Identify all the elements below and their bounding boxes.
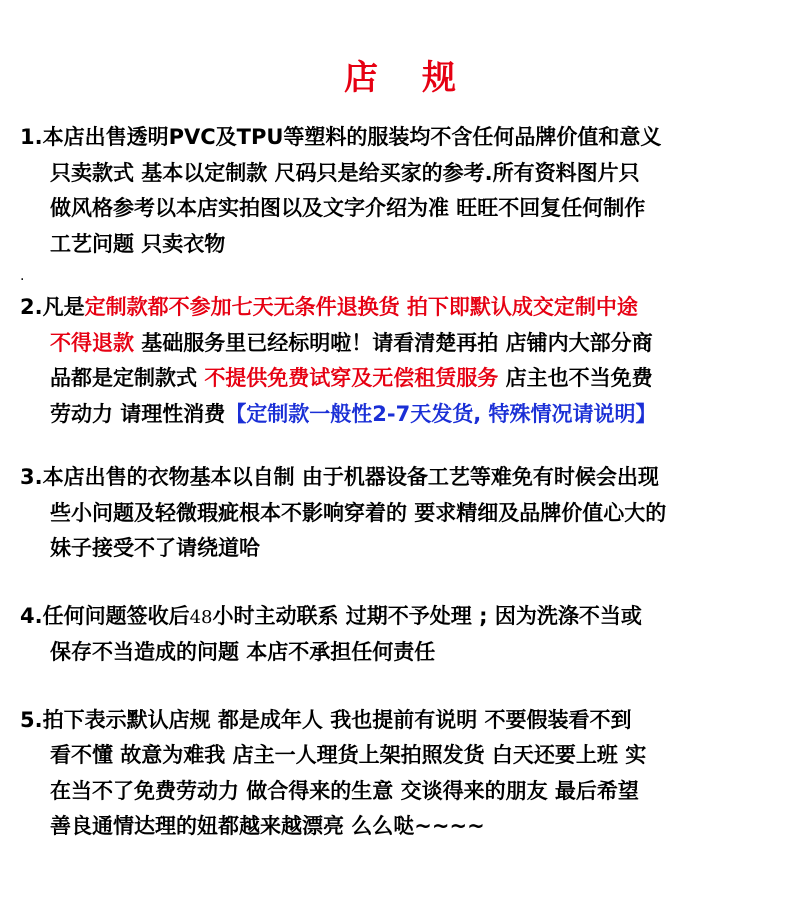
rule-1-line-1: 1.本店出售透明PVC及TPU等塑料的服装均不含任何品牌价值和意义 (20, 125, 662, 149)
rule-1-line-2: 只卖款式 基本以定制款 尺码只是给买家的参考.所有资料图片只 (50, 160, 640, 185)
rule-3-line-3: 妹子接受不了请绕道哈 (50, 536, 260, 560)
rule-2-shipping-note: 【定制款一般性2-7天发货, 特殊情况请说明】 (225, 401, 657, 426)
rule-2-line-2 (20, 326, 790, 362)
rule-2-line-4 (20, 397, 790, 433)
rule-2-line-3 (20, 361, 790, 397)
rule-2-line-1-prefix: 2.凡是 (20, 295, 85, 319)
rule-2 (20, 290, 790, 432)
rule-4-line-2: 保存不当造成的问题 本店不承担任何责任 (50, 640, 436, 664)
rule-5-line-1: 5.拍下表示默认店规 都是成年人 我也提前有说明 不要假装看不到 (20, 707, 632, 732)
rule-4-hours: 48 (189, 606, 213, 628)
rule-2-line-2-highlight: 不得退款 (50, 330, 134, 355)
title-char-right: 规 (422, 58, 456, 98)
rule-3-line-1: 3.本店出售的衣物基本以自制 由于机器设备工艺等难免有时候会出现 (20, 465, 659, 489)
rule-1 (20, 120, 790, 262)
rule-5-line-2: 看不懂 故意为难我 店主一人理货上架拍照发货 白天还要上班 实 (50, 743, 647, 767)
rule-4 (20, 599, 790, 671)
rule-5 (20, 703, 790, 845)
rule-2-line-3-text-a: 品都是定制款式 (50, 366, 205, 390)
rule-4-line-1-b: 小时主动联系 过期不予处理 ; 因为洗涤不当或 (212, 603, 642, 628)
rule-2-line-3-text-b: 店主也不当免费 (498, 366, 653, 390)
rule-2-line-1-highlight: 定制款都不参加七天无条件退换货 拍下即默认成交定制中途 (84, 295, 638, 319)
rule-1-line-4: 工艺问题 只卖衣物 (50, 231, 226, 256)
rule-5-line-3: 在当不了免费劳动力 做合得来的生意 交谈得来的朋友 最后希望 (50, 778, 639, 803)
rule-2-line-3-highlight: 不提供免费试穿及无偿租赁服务 (204, 366, 499, 390)
title-char-left: 店 (344, 58, 378, 98)
rule-5-line-4: 善良通情达理的妞都越来越漂亮 么么哒~~~~ (50, 814, 485, 838)
rule-1-line-3: 做风格参考以本店实拍图以及文字介绍为准 旺旺不回复任何制作 (50, 196, 646, 220)
rule-3-line-2: 些小问题及轻微瑕疵根本不影响穿着的 要求精细及品牌价值心大的 (50, 500, 667, 525)
rule-4-line-1 (20, 599, 790, 636)
rule-2-line-1 (20, 290, 790, 326)
separator-dot: . (20, 268, 25, 284)
rule-4-line-1-a: 4.任何问题签收后 (20, 603, 190, 628)
rule-2-line-2-text: 基础服务里已经标明啦！请看清楚再拍 店铺内大部分商 (134, 330, 653, 355)
rules-list (20, 120, 790, 845)
rule-3 (20, 460, 790, 567)
rule-2-line-4-text: 劳动力 请理性消费 (50, 401, 226, 426)
page-title (0, 50, 800, 99)
